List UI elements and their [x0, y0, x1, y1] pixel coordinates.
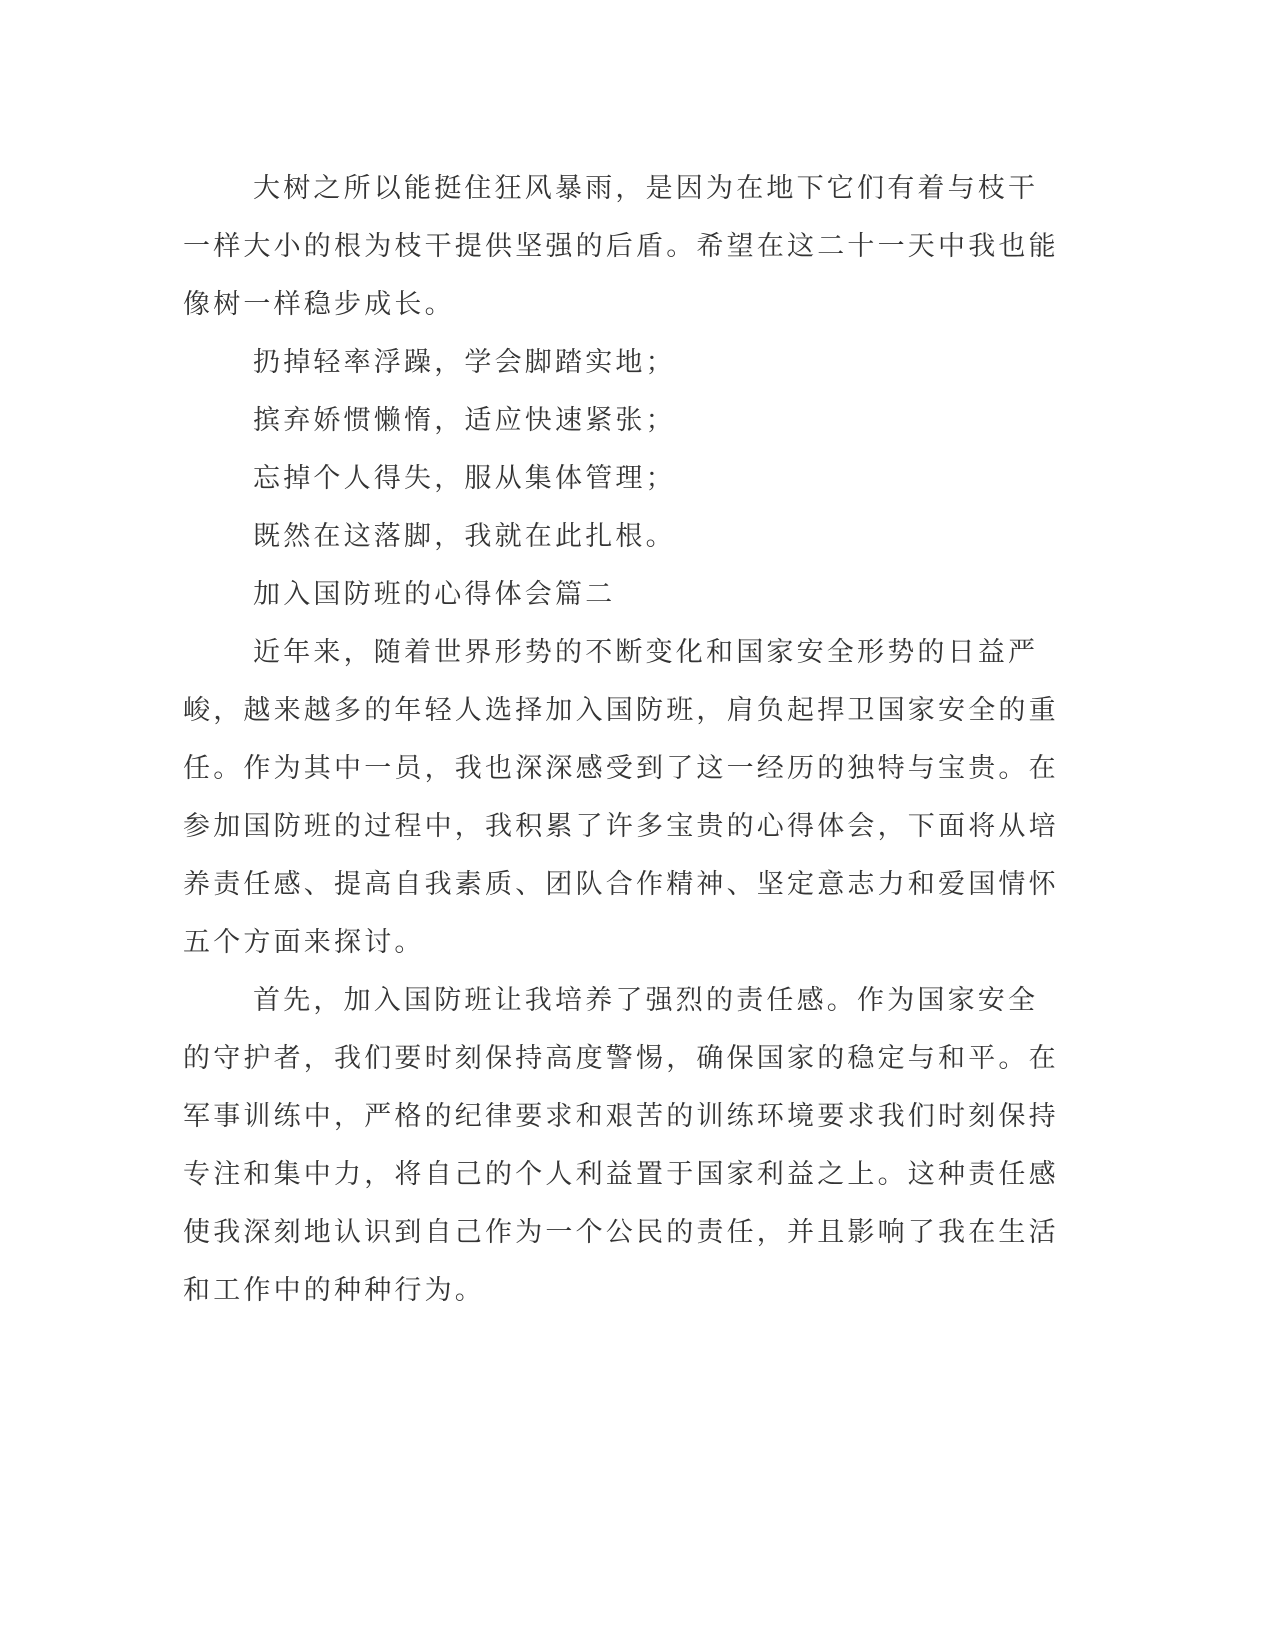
paragraph-responsibility: 首先，加入国防班让我培养了强烈的责任感。作为国家安全的守护者，我们要时刻保持高度警惕，确保国家的稳定与和平。在军事训练中，严格的纪律要求和艰苦的训练环境要求我们时刻保持专注和集中力，将自己的个人利益置于国家利益之上。这种责任感使我深刻地认识到自己作为一个公民的责任，并且影响了我在生活和工作中的种种行为。 [183, 985, 1059, 1306]
paragraph-tree-roots: 大树之所以能挺住狂风暴雨，是因为在地下它们有着与枝干一样大小的根为枝干提供坚强的后盾。希望在这二十一天中我也能像树一样稳步成长。 [183, 173, 1059, 320]
paragraph-line-4: 既然在这落脚，我就在此扎根。 [253, 521, 676, 552]
document-body [183, 160, 1063, 1320]
paragraph-line-3: 忘掉个人得失，服从集体管理； [253, 463, 676, 494]
paragraph-introduction: 近年来，随着世界形势的不断变化和国家安全形势的日益严峻，越来越多的年轻人选择加入国防班，肩负起捍卫国家安全的重任。作为其中一员，我也深深感受到了这一经历的独特与宝贵。在参加国防班的过程中，我积累了许多宝贵的心得体会，下面将从培养责任感、提高自我素质、团队合作精神、坚定意志力和爱国情怀五个方面来探讨。 [183, 637, 1059, 958]
paragraph-line-2: 摈弃娇惯懒惰，适应快速紧张； [253, 405, 676, 436]
section-heading: 加入国防班的心得体会篇二 [253, 579, 616, 610]
paragraph-line-1: 扔掉轻率浮躁，学会脚踏实地； [253, 347, 676, 378]
